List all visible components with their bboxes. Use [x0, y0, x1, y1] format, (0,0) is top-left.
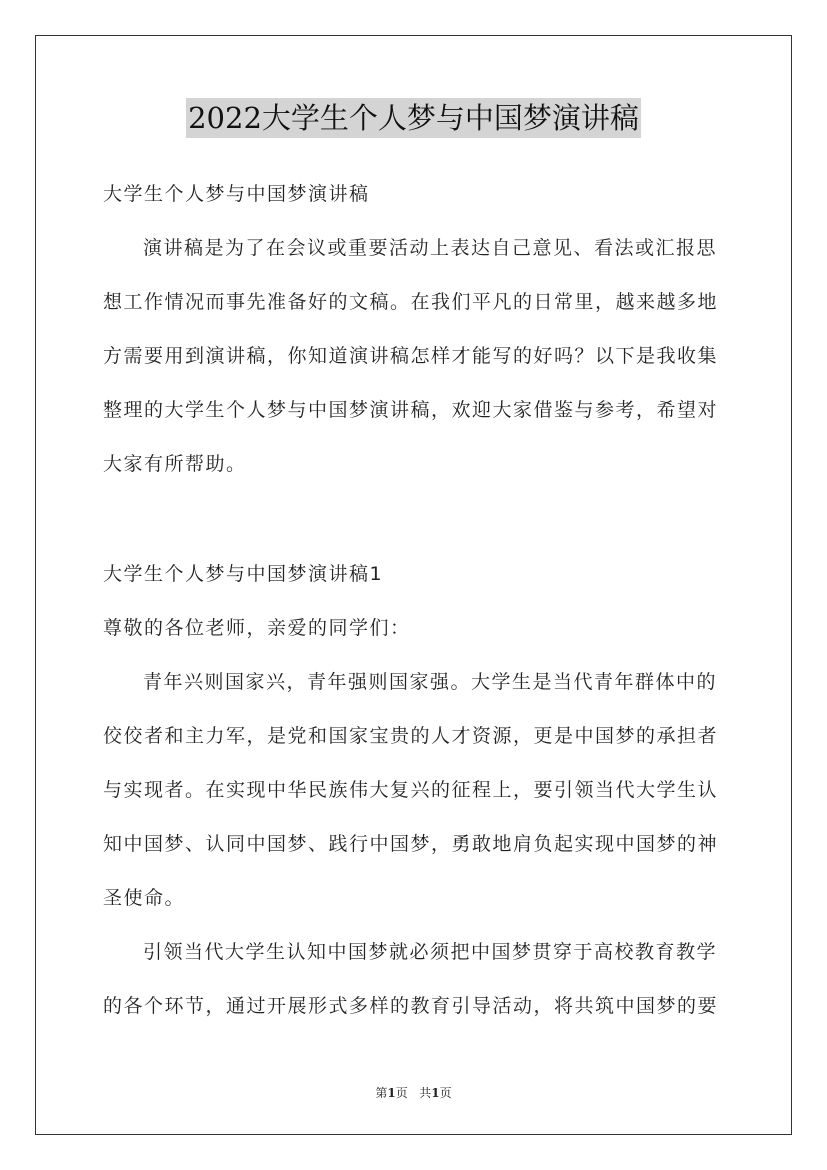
intro-line: 演讲稿是为了在会议或重要活动上表达自己意见、看法或汇报思 [143, 237, 718, 259]
salutation: 尊敬的各位老师，亲爱的同学们： [103, 617, 411, 639]
section-heading: 大学生个人梦与中国梦演讲稿1 [103, 563, 384, 585]
page-footer [0, 1084, 827, 1101]
intro-line: 想工作情况而事先准备好的文稿。在我们平凡的日常里，越来越多地 [103, 291, 719, 313]
footer-total-number: 1 [431, 1086, 440, 1100]
para2-line: 引领当代大学生认知中国梦就必须把中国梦贯穿于高校教育教学 [143, 941, 718, 963]
intro-line: 大家有所帮助。 [103, 453, 247, 475]
footer-total-suffix: 页 [439, 1086, 452, 1100]
footer-page-suffix: 页 [395, 1086, 408, 1100]
para1-line: 与实现者。在实现中华民族伟大复兴的征程上，要引领当代大学生认 [103, 779, 719, 801]
para1-line: 知中国梦、认同中国梦、践行中国梦，勇敢地肩负起实现中国梦的神 [103, 833, 719, 855]
para2-line: 的各个环节，通过开展形式多样的教育引导活动，将共筑中国梦的要 [103, 995, 719, 1017]
subtitle: 大学生个人梦与中国梦演讲稿 [103, 183, 370, 205]
footer-page-number: 1 [387, 1086, 396, 1100]
footer-page-prefix: 第 [375, 1086, 388, 1100]
document-title-wrap [0, 98, 827, 138]
footer-total-prefix: 共 [419, 1086, 432, 1100]
para1-line: 青年兴则国家兴，青年强则国家强。大学生是当代青年群体中的 [143, 671, 718, 693]
para1-line: 佼佼者和主力军，是党和国家宝贵的人才资源，更是中国梦的承担者 [103, 725, 719, 747]
para1-line: 圣使命。 [103, 887, 186, 909]
document-title: 2022大学生个人梦与中国梦演讲稿 [186, 98, 641, 138]
intro-line: 整理的大学生个人梦与中国梦演讲稿，欢迎大家借鉴与参考，希望对 [103, 399, 719, 421]
intro-line: 方需要用到演讲稿，你知道演讲稿怎样才能写的好吗？以下是我收集 [103, 345, 719, 367]
